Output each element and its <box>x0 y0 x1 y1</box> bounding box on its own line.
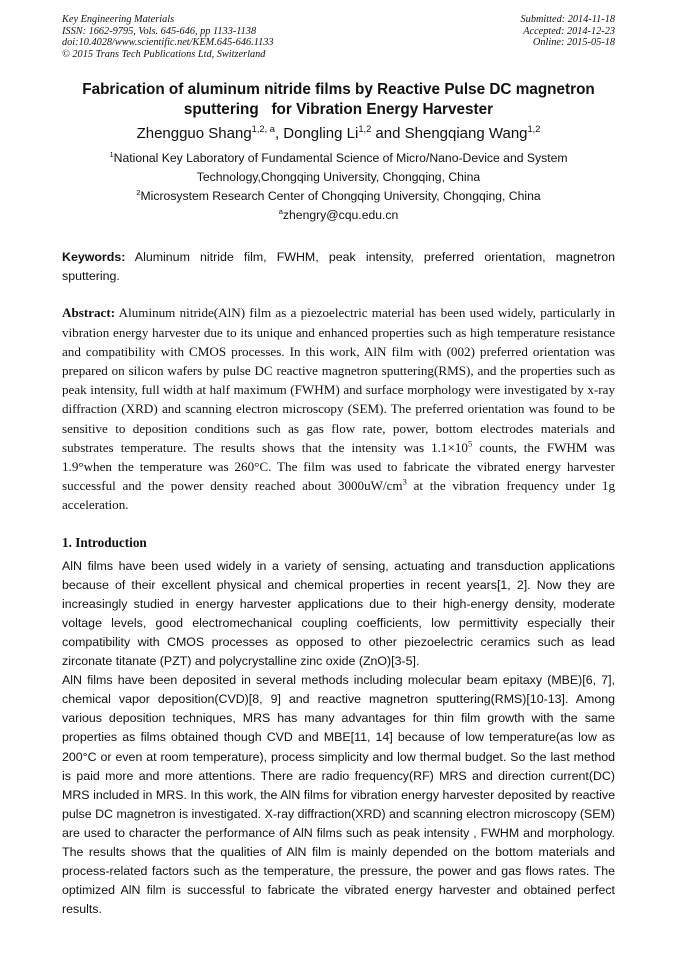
author-name: Zhengguo Shang <box>136 125 252 143</box>
abstract <box>62 303 615 514</box>
author-superscript: 1,2 <box>358 124 372 135</box>
title-line-2: sputtering for Vibration Energy Harvester <box>183 101 494 119</box>
affiliation-text: Microsystem Research Center of Chongqing University, Chongqing, China <box>140 189 541 204</box>
affiliation-1 <box>62 149 615 168</box>
journal-header <box>62 14 615 60</box>
journal-name: Key Engineering Materials <box>62 14 175 25</box>
keywords <box>62 248 615 286</box>
abstract-superscript: 5 <box>467 438 473 449</box>
date-accepted: Accepted: 2014-12-23 <box>523 25 615 37</box>
section-heading: 1. Introduction <box>62 534 147 550</box>
email-superscript: a <box>278 207 283 217</box>
corresponding-email <box>62 206 615 225</box>
title-line-1: Fabrication of aluminum nitride films by Reactive Pulse DC magnetron <box>82 81 595 99</box>
affiliation-2 <box>62 187 615 206</box>
paper-page <box>62 14 615 919</box>
abstract-text: at the vibration frequency under 1g acceleration. <box>62 478 615 513</box>
abstract-label: Abstract: <box>62 305 116 321</box>
author-list <box>62 124 615 143</box>
journal-copyright: © 2015 Trans Tech Publications Ltd, Switzerland <box>62 48 266 60</box>
journal-doi: doi:10.4028/www.scientific.net/KEM.645-646.1133 <box>62 37 274 49</box>
paper-title <box>62 80 615 120</box>
abstract-text: Aluminum nitride(AlN) film as a piezoelectric material has been used widely, particularly in vibration energy harvester due to its unique and enhanced properties such as high temperature resistance and compatibility with CMOS processes. In this work, AlN film with (002) preferred orientation was prepared on silicon wafers by pulse DC reactive magnetron sputtering(RMS), and the properties such as peak intensity, full width at half maximum (FWHM) and surface morphology were investigated by x-ray diffraction (XRD) and scanning electron microscopy (SEM). The preferred orientation was found to be sensitive to deposition conditions such as gas flow rate, power, bottom electrodes materials and substrates temperature. The results shows that the intensity was 1.1×10 <box>62 305 615 455</box>
affiliation-1-continued: Technology,Chongqing University, Chongqing, China <box>196 170 481 185</box>
affiliation-text: National Key Laboratory of Fundamental Science of Micro/Nano-Device and System <box>113 151 568 166</box>
date-submitted: Submitted: 2014-11-18 <box>520 14 615 25</box>
date-online: Online: 2015-05-18 <box>532 37 615 49</box>
keywords-text: Aluminum nitride film, FWHM, peak intensity, preferred orientation, magnetron sputtering. <box>62 250 615 284</box>
affiliation-superscript: 2 <box>136 188 141 198</box>
author-name: , Dongling Li <box>274 125 359 143</box>
abstract-text: counts, the FWHM was 1.9°when the temperature was 260°C. The film was used to fabricate the vibrated energy harvester successful and the power density reached about 3000uW/cm <box>62 439 615 494</box>
email-text: zhengry@cqu.edu.cn <box>282 208 399 223</box>
affiliation-superscript: 1 <box>109 150 114 160</box>
abstract-superscript: 3 <box>402 476 407 487</box>
body-paragraph: AlN films have been deposited in several methods including molecular beam epitaxy (MBE)[6, 7], chemical vapor deposition(CVD)[8, 9] and reactive magnetron sputtering(RMS)[10-13]. Among various deposition techniques, MRS has many advantages for thin film growth with the same properties as films obtained though CVD and MBE[11, 14] because of low temperature(as low as 200°C or even at room temperature), process simplicity and low thermal budget. So the last method is paid more and more attentions. There are radio frequency(RF) MRS and direction current(DC) MRS included in MRS. In this work, the AlN films for vibration energy harvester deposited by reactive pulse DC magnetron is investigated. X-ray diffraction(XRD) and scanning electron microscopy (SEM) are used to character the performance of AlN films such as peak intensity , FWHM and morphology. The results shows that the qualities of AlN film is mainly depended on the bottom materials and process-related factors such as the temperature, the pressure, the power and gas flows rates. The optimized AlN film is successful to fabricate the vibrated energy harvester and obtained perfect results. <box>62 673 615 917</box>
body-paragraph: AlN films have been used widely in a variety of sensing, actuating and transduction applications because of their excellent physical and chemical properties in recent years[1, 2]. Now they are increasingly studied in energy harvester applications due to their high-energy density, moderate voltage levels, good electromechanical coupling coefficients, low permittivity especially their compatibility with CMOS processes as opposed to other piezoelectric ceramics such as lead zirconate titanate (PZT) and polycrystalline zinc oxide (ZnO)[3-5]. <box>62 558 615 669</box>
author-superscript: 1,2 <box>527 124 541 135</box>
author-name: and Shengqiang Wang <box>371 125 528 143</box>
author-superscript: 1,2, a <box>251 124 275 135</box>
article-dates <box>521 14 615 60</box>
journal-issn: ISSN: 1662-9795, Vols. 645-646, pp 1133-1138 <box>62 25 257 37</box>
journal-info <box>62 14 274 60</box>
keywords-label: Keywords: <box>62 250 126 265</box>
